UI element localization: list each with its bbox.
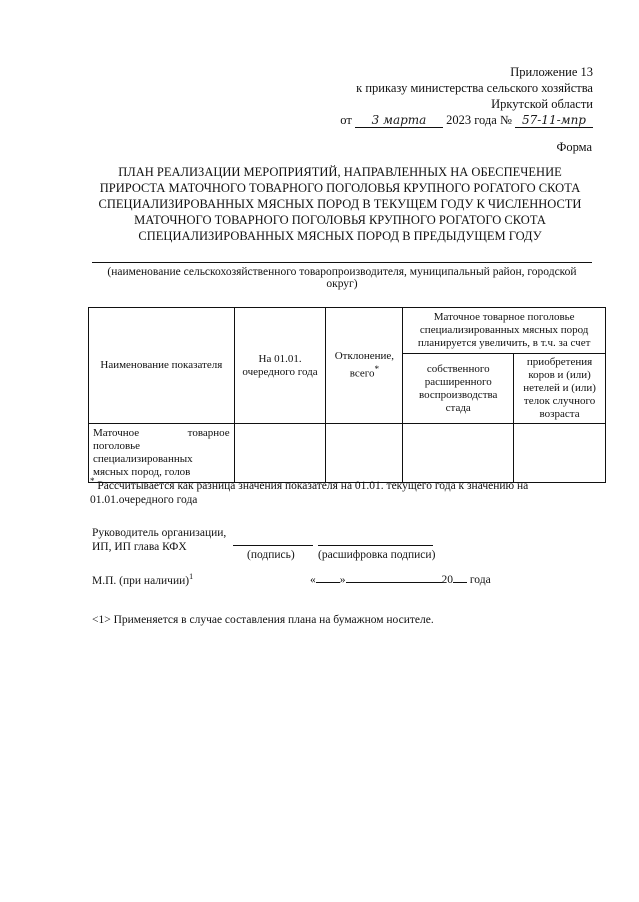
header-increase-group: Маточное товарное поголовье специализированных мясных пород планируется увеличить, в т.ч. за счет xyxy=(403,308,606,354)
document-title xyxy=(90,164,590,244)
header-deviation xyxy=(326,308,403,424)
signature-caption: (подпись) xyxy=(247,549,295,561)
header-indicator: Наименование показателя xyxy=(89,308,235,424)
producer-name-caption: (наименование сельскохозяйственного товаропроизводителя, муниципальный район, городской округ) xyxy=(107,266,577,290)
handwritten-date-field xyxy=(355,114,443,128)
paper-note: <1> Применяется в случае составления плана на бумажном носителе. xyxy=(92,614,434,626)
title-line-5: СПЕЦИАЛИЗИРОВАННЫХ МЯСНЫХ ПОРОД В ПРЕДЫДУЩЕМ ГОДУ xyxy=(138,229,542,243)
signatory-line-1: Руководитель организации, xyxy=(92,527,227,539)
signature-decode-line[interactable] xyxy=(318,545,433,546)
signatory-label xyxy=(92,526,226,554)
header-date: На 01.01. очередного года xyxy=(234,308,326,424)
signature-decode-caption: (расшифровка подписи) xyxy=(318,549,436,561)
appendix-order: к приказу министерства сельского хозяйства xyxy=(356,81,593,95)
footnote xyxy=(90,474,598,507)
row-indicator-label: Маточное товарное поголовье специализированных мясных пород, голов xyxy=(89,424,235,483)
form-label: Форма xyxy=(556,140,592,154)
title-line-3: СПЕЦИАЛИЗИРОВАННЫХ МЯСНЫХ ПОРОД В ТЕКУЩЕМ ГОДУ К ЧИСЛЕННОСТИ xyxy=(98,197,582,211)
stamp-label-mark: 1 xyxy=(189,572,194,581)
date-close-quote: » xyxy=(339,574,346,586)
title-line-2: ПРИРОСТА МАТОЧНОГО ТОВАРНОГО ПОГОЛОВЬЯ КРУПНОГО РОГАТОГО СКОТА xyxy=(99,181,581,195)
stamp-label xyxy=(92,572,193,587)
plan-table xyxy=(88,307,606,483)
header-purchase: приобретения коров и (или) нетелей и (или) телок случного возраста xyxy=(514,354,606,424)
footnote-text: Рассчитывается как разница значения показателя на 01.01. текущего года к значению на 01.01.очередного года xyxy=(90,479,529,506)
stamp-label-text: М.П. (при наличии) xyxy=(92,574,190,587)
producer-name-line xyxy=(92,262,592,263)
appendix-prefix: от xyxy=(340,113,352,127)
day-blank[interactable] xyxy=(316,572,340,583)
footnote-mark: * xyxy=(90,476,95,486)
header-deviation-text: Отклонение, всего xyxy=(334,350,394,380)
date-open-quote: « xyxy=(310,574,316,586)
month-blank[interactable] xyxy=(346,572,442,583)
handwritten-number-field xyxy=(515,114,593,128)
year-blank[interactable] xyxy=(453,572,467,583)
header-own-reproduction: собственного расширенного воспроизводства стада xyxy=(403,354,514,424)
appendix-date-line xyxy=(340,112,593,128)
appendix-number: Приложение 13 xyxy=(510,65,593,79)
handwritten-date: 3 марта xyxy=(371,113,427,127)
appendix-block xyxy=(340,64,593,128)
year-suffix: года xyxy=(467,574,491,586)
year-prefix: 20 xyxy=(441,574,453,586)
header-deviation-mark: * xyxy=(374,364,380,375)
signatory-line-2: ИП, ИП глава КФХ xyxy=(92,541,187,553)
signature-line[interactable] xyxy=(233,545,313,546)
sign-date-line xyxy=(310,572,491,586)
appendix-region: Иркутской области xyxy=(491,97,593,111)
handwritten-number: 57-11-мпр xyxy=(521,113,586,127)
appendix-year: 2023 года № xyxy=(446,113,512,127)
title-line-1: ПЛАН РЕАЛИЗАЦИИ МЕРОПРИЯТИЙ, НАПРАВЛЕННЫХ НА ОБЕСПЕЧЕНИЕ xyxy=(118,165,562,179)
title-line-4: МАТОЧНОГО ТОВАРНОГО ПОГОЛОВЬЯ КРУПНОГО РОГАТОГО СКОТА xyxy=(134,213,546,227)
